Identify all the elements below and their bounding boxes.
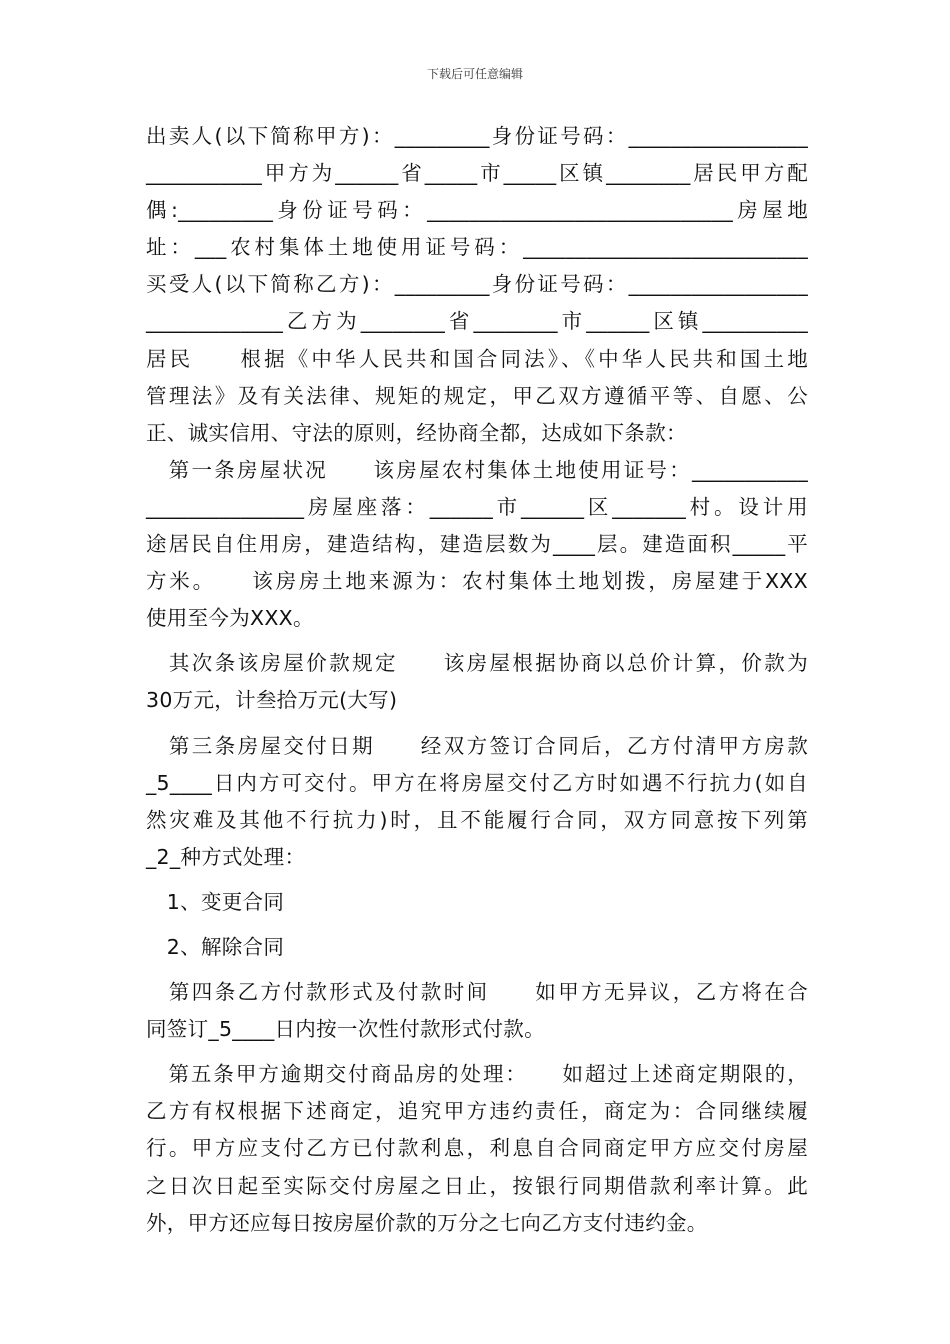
- text-line: 居民 根据《中华人民共和国合同法》、《中华人民共和国土地: [146, 346, 808, 371]
- text-line: 30万元，计叁拾万元(大写): [146, 688, 398, 713]
- text-line: _2_种方式处理：: [146, 844, 306, 869]
- paragraph: [146, 728, 808, 876]
- text-line: 使用至今为XXX。: [146, 606, 314, 631]
- text-line: 其次条该房屋价款规定 该房屋根据协商以总价计算，价款为: [146, 651, 808, 676]
- text-line: ___________甲方为______省_____市_____区镇________居民甲方配: [146, 161, 808, 186]
- text-line: 乙方有权根据下述商定，追究甲方违约责任，商定为：合同继续履: [146, 1099, 808, 1124]
- text-line: 方米。 该房房土地来源为：农村集体土地划拨，房屋建于XXX: [146, 569, 808, 594]
- text-line: _______________房屋座落：______市______区_______村。设计用: [146, 494, 808, 519]
- text-line: _5____日内方可交付。甲方在将房屋交付乙方时如遇不行抗力(如自: [146, 770, 808, 795]
- text-line: 第一条房屋状况 该房屋农村集体土地使用证号：___________: [146, 457, 808, 482]
- paragraph: [146, 1056, 808, 1241]
- paragraph: [146, 884, 808, 921]
- paragraph: [146, 452, 808, 637]
- header-note: 下载后可任意编辑: [426, 67, 523, 81]
- text-line: 第五条甲方逾期交付商品房的处理： 如超过上述商定期限的，: [146, 1062, 808, 1087]
- text-line: 同签订_5____日内按一次性付款形式付款。: [146, 1017, 545, 1042]
- text-line: 正、诚实信用、守法的原则，经协商全都，达成如下条款：: [146, 420, 687, 445]
- text-line: 途居民自住用房，建造结构，建造层数为____层。建造面积_____平: [146, 532, 808, 557]
- text-line: 第四条乙方付款形式及付款时间 如甲方无异议，乙方将在合: [146, 980, 808, 1005]
- text-line: 外，甲方还应每日按房屋价款的万分之七向乙方支付违约金。: [146, 1210, 708, 1235]
- text-line: 之日次日起至实际交付房屋之日止，按银行同期借款利率计算。此: [146, 1173, 808, 1198]
- paragraph: [146, 974, 808, 1048]
- text-line: 然灾难及其他不行抗力)时，且不能履行合同，双方同意按下列第: [146, 807, 808, 832]
- paragraph: [146, 929, 808, 966]
- text-line: 管理法》及有关法律、规矩的规定，甲乙双方遵循平等、自愿、公: [146, 383, 808, 408]
- paragraph: [146, 645, 808, 719]
- text-line: 行。甲方应支付乙方已付款利息，利息自合同商定甲方应交付房屋: [146, 1136, 808, 1161]
- text-line: 第三条房屋交付日期 经双方签订合同后，乙方付清甲方房款: [146, 733, 808, 758]
- text-line: 偶:_________身份证号码：_____________________________房屋地: [146, 198, 808, 223]
- text-line: 1、变更合同: [146, 889, 285, 914]
- text-line: 买受人(以下简称乙方)：_________身份证号码：_________________: [146, 272, 808, 297]
- text-line: 出卖人(以下简称甲方)：_________身份证号码：_________________: [146, 124, 808, 148]
- text-line: 址：___农村集体土地使用证号码：___________________________: [146, 235, 808, 260]
- text-line: _____________乙方为________省________市______区镇__________: [146, 309, 808, 334]
- text-line: 2、解除合同: [146, 934, 285, 959]
- contract-body: [146, 118, 808, 1242]
- paragraph: [146, 118, 808, 452]
